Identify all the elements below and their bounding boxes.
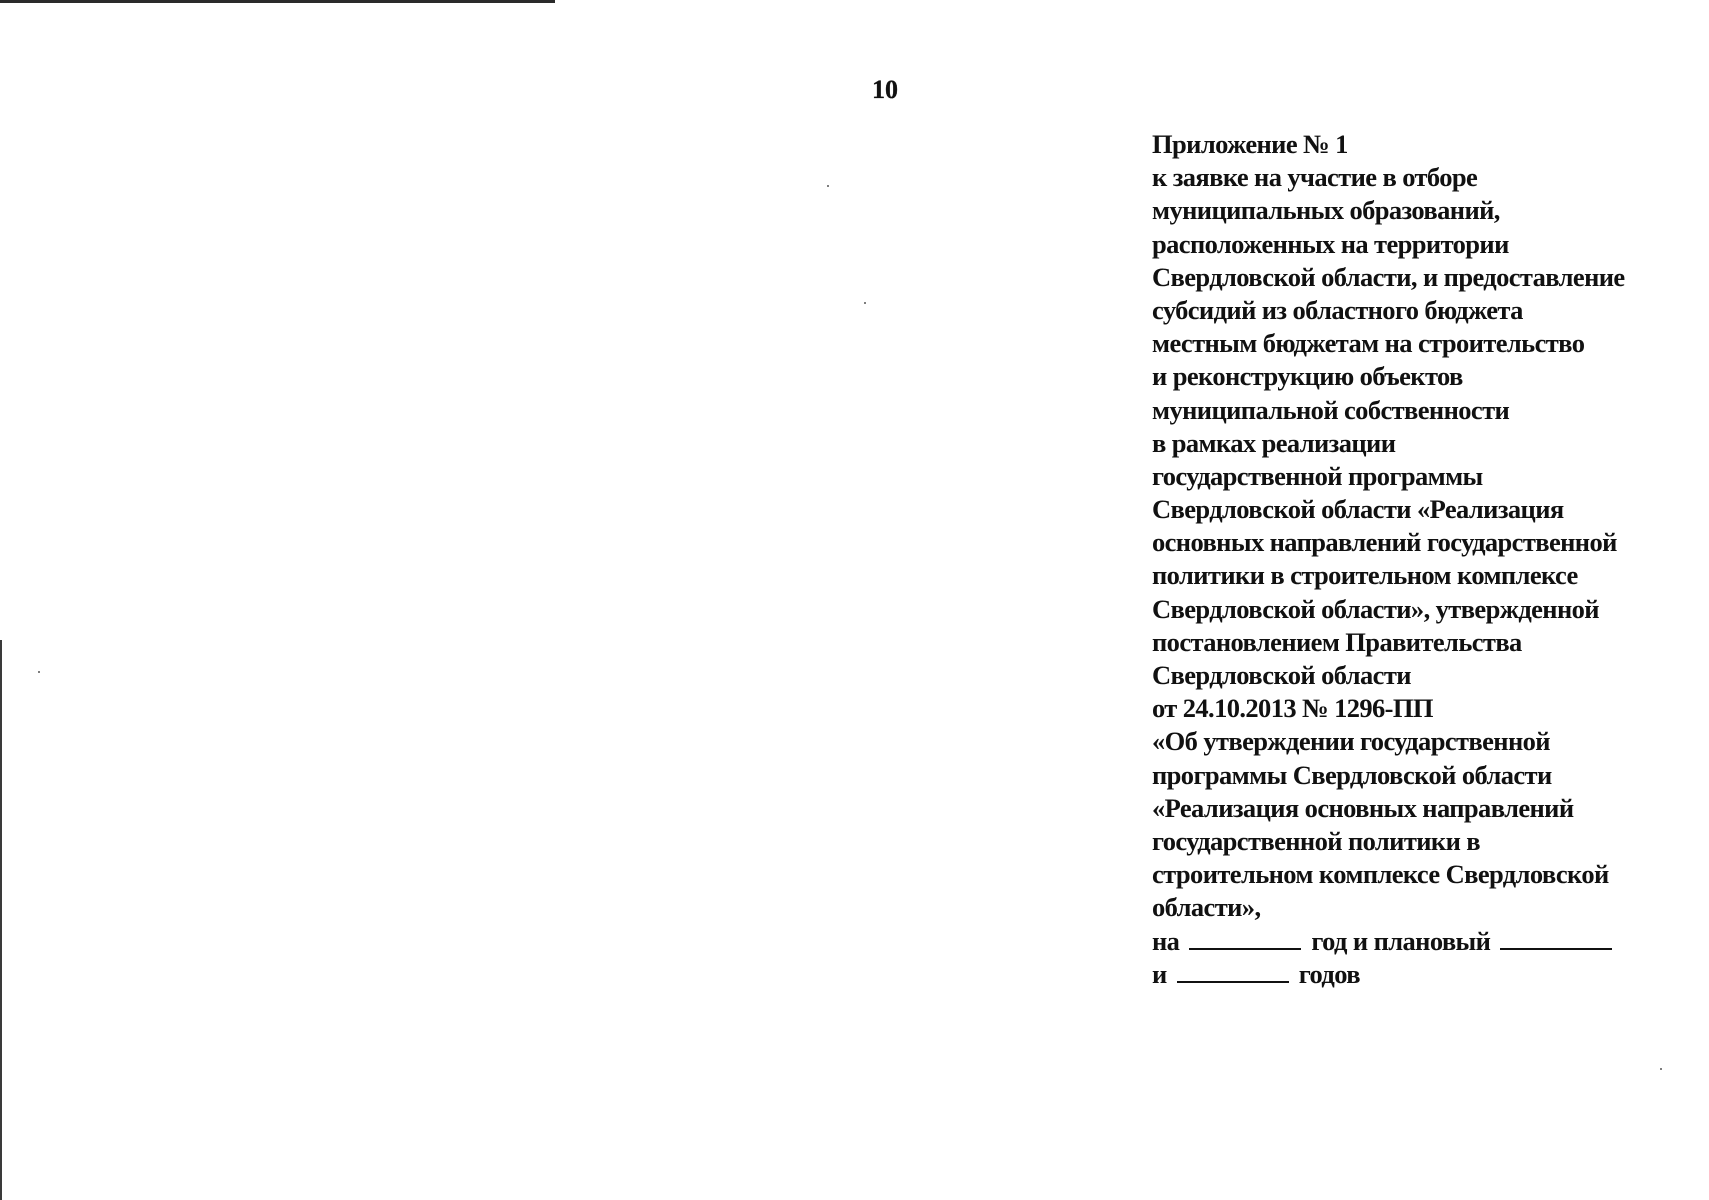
appendix-line: Свердловской области», утвержденной [1152,593,1599,624]
year-blank-field [1189,926,1301,950]
scan-speck [827,185,829,187]
appendix-line: Свердловской области «Реализация [1152,494,1564,525]
appendix-line: местным бюджетам на строительство [1152,328,1585,359]
appendix-line: «Реализация основных направлений [1152,792,1574,823]
scan-speck [864,302,866,304]
scan-speck [38,671,40,673]
years-suffix: годов [1298,958,1360,989]
appendix-line: муниципальных образований, [1152,195,1500,226]
appendix-line: государственной политики в [1152,825,1481,856]
planned-year-blank-field [1500,926,1612,950]
appendix-line: расположенных на территории [1152,228,1509,259]
appendix-line: Свердловской области [1152,660,1411,690]
appendix-line: муниципальной собственности [1152,394,1510,425]
appendix-title: Приложение № 1 [1152,129,1348,159]
appendix-line: к заявке на участие в отборе [1152,162,1478,193]
period-line [1152,925,1697,958]
appendix-line: программы Свердловской области [1152,759,1552,790]
appendix-line: Свердловской области, и предоставление [1152,261,1625,292]
appendix-line: основных направлений государственной [1152,527,1617,558]
page-number: 10 [872,75,898,104]
scan-left-edge [0,640,2,1200]
appendix-line: «Об утверждении государственной [1152,726,1550,757]
scan-speck [1660,1068,1662,1070]
appendix-line: области», [1152,892,1261,923]
appendix-line: в рамках реализации [1152,427,1396,458]
years-prefix: и [1152,958,1167,989]
appendix-line: от 24.10.2013 № 1296-ПП [1152,693,1433,724]
appendix-line: постановлением Правительства [1152,626,1522,657]
appendix-header-block [1152,128,1697,991]
appendix-line: политики в строительном комплексе [1152,560,1578,591]
appendix-line: государственной программы [1152,460,1483,491]
appendix-line: субсидий из областного бюджета [1152,294,1523,325]
period-prefix: на [1152,925,1180,956]
scan-top-edge [0,0,555,3]
appendix-line: и реконструкцию объектов [1152,361,1463,392]
appendix-line: строительном комплексе Свердловской [1152,859,1609,890]
years-line [1152,958,1697,991]
period-middle: год и плановый [1311,925,1491,956]
second-year-blank-field [1177,959,1289,983]
